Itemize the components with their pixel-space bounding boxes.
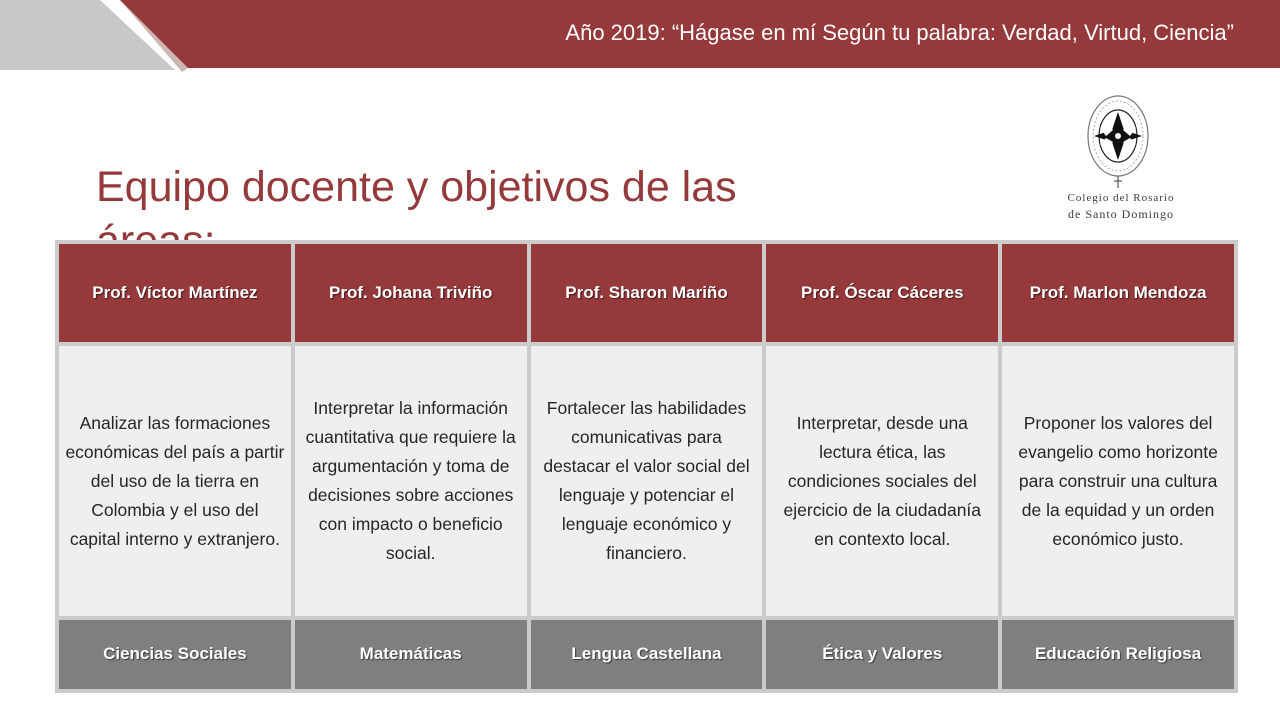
school-logo: [1026, 92, 1216, 224]
teacher-name: Prof. Víctor Martínez: [92, 283, 258, 303]
dominican-cross-shield-icon: [1080, 92, 1162, 190]
logo-text-line1: Colegio del Rosario: [1067, 192, 1175, 204]
objective-text: Proponer los valores del evangelio como horizonte para construir una cultura de la equidad y un orden económico justo.: [1018, 412, 1218, 549]
objective-text: Analizar las formaciones económicas del país a partir del uso de la tierra en Colombia y el uso del capital interno y extranjero.: [65, 412, 285, 549]
objective-text: Fortalecer las habilidades comunicativas para destacar el valor social del lenguaje y potenciar el lenguaje económico y financiero.: [543, 398, 750, 564]
teacher-cell: [766, 244, 998, 342]
teacher-cell: [1002, 244, 1234, 342]
teacher-name: Prof. Óscar Cáceres: [801, 283, 964, 303]
area-name: Educación Religiosa: [1034, 644, 1202, 664]
area-cell: [1002, 620, 1234, 689]
objective-text: Interpretar la información cuantitativa que requiere la argumentación y toma de decisiones sobre acciones con impacto o beneficio social.: [305, 398, 516, 564]
area-cell: [59, 620, 291, 689]
area-name: Lengua Castellana: [571, 644, 722, 664]
teacher-name: Prof. Marlon Mendoza: [1029, 283, 1207, 303]
area-cell: [295, 620, 527, 689]
teacher-name: Prof. Sharon Mariño: [565, 283, 728, 303]
area-row: [59, 620, 1234, 689]
area-name: Ciencias Sociales: [103, 644, 247, 664]
teacher-row: [59, 244, 1234, 342]
area-cell: [766, 620, 998, 689]
objective-cell: [531, 346, 763, 616]
objective-cell: [1002, 346, 1234, 616]
teacher-name: Prof. Johana Triviño: [328, 283, 493, 303]
teacher-cell: [295, 244, 527, 342]
objective-row: [59, 346, 1234, 616]
objective-cell: [59, 346, 291, 616]
teacher-cell: [531, 244, 763, 342]
teachers-table: [55, 240, 1238, 693]
teacher-cell: [59, 244, 291, 342]
logo-text-line2: de Santo Domingo: [1068, 207, 1174, 221]
objective-text: Interpretar, desde una lectura ética, las condiciones sociales del ejercicio de la ciudadanía en contexto local.: [783, 412, 982, 549]
area-cell: [531, 620, 763, 689]
area-name: Ética y Valores: [822, 644, 943, 664]
motto-banner-text: Año 2019: “Hágase en mí Según tu palabra: Verdad, Virtud, Ciencia”: [565, 20, 1234, 45]
page-title: Equipo docente y objetivos de las: [96, 163, 737, 211]
objective-cell: [766, 346, 998, 616]
area-name: Matemáticas: [359, 644, 462, 664]
objective-cell: [295, 346, 527, 616]
